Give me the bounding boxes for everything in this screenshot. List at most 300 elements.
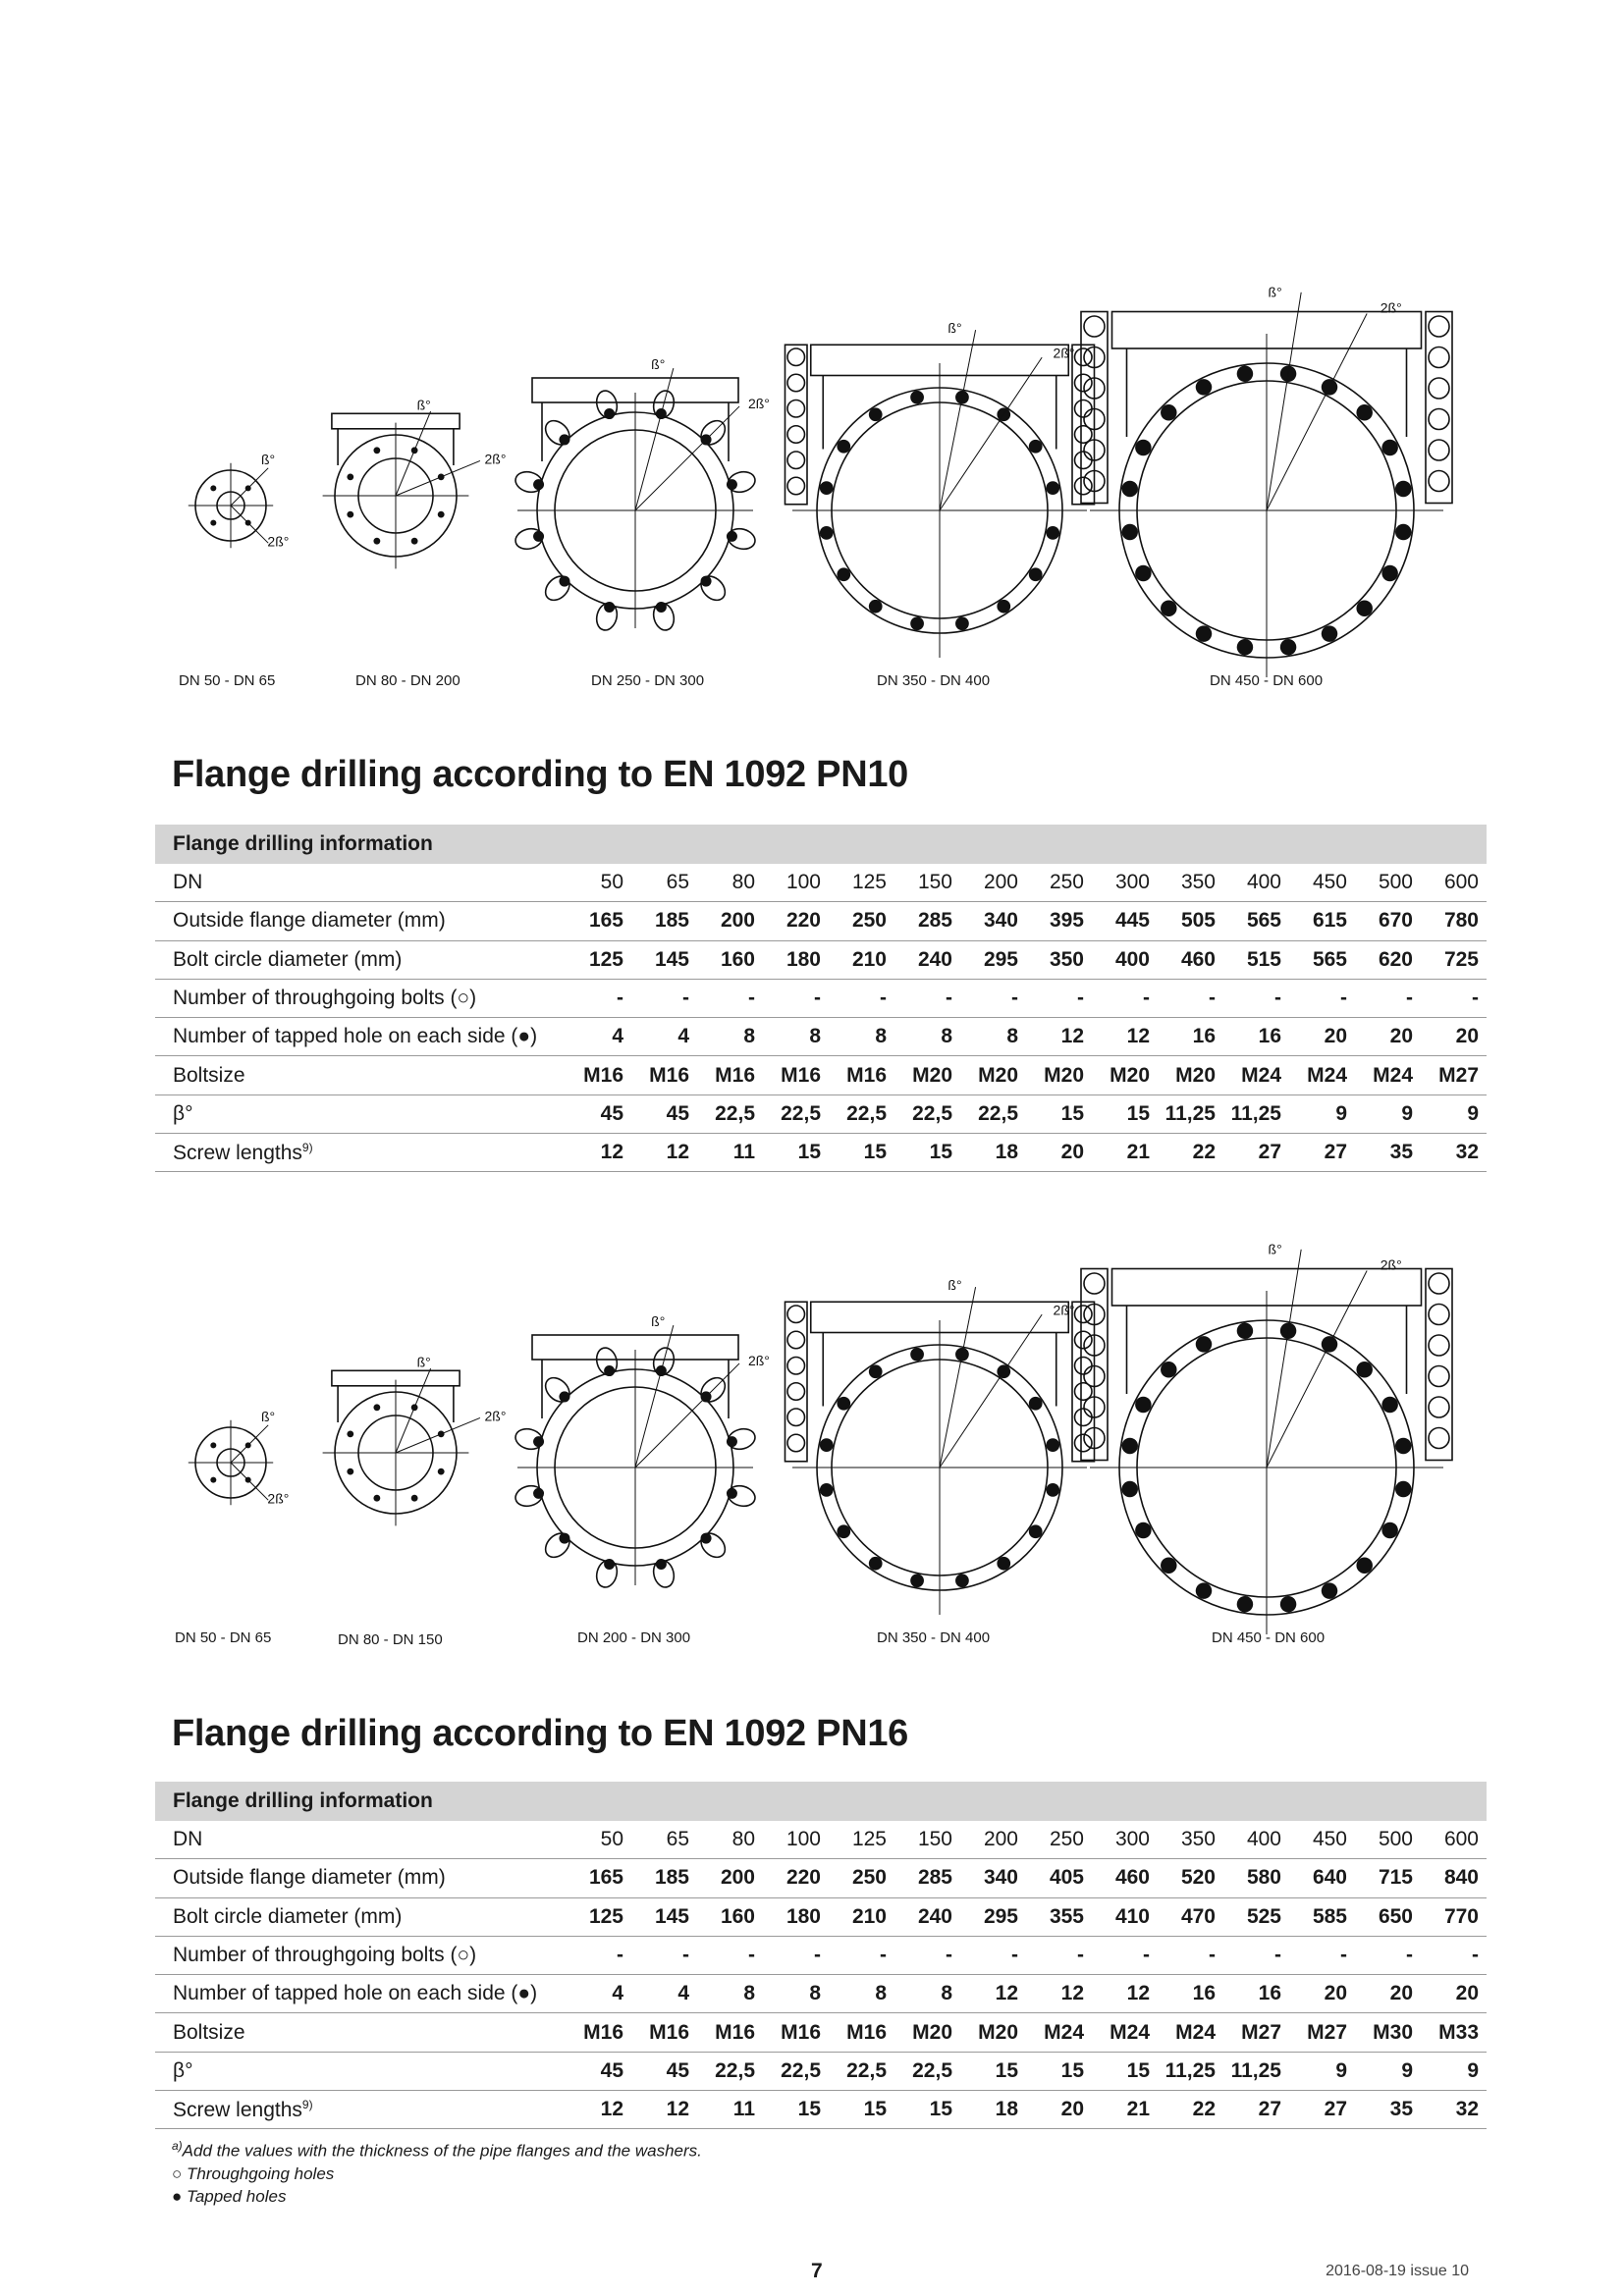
pn10-table (155, 825, 1487, 1172)
beta-label: ß° (947, 1276, 962, 1293)
tapped-hole-icon (1196, 379, 1213, 396)
pn16-cell: 500 (1378, 1828, 1413, 1851)
valve-side-column (785, 1302, 808, 1462)
pn16-cell: - (1406, 1944, 1413, 1967)
pn16-cell: 9 (1467, 2058, 1479, 2082)
pn16-cell: - (1209, 1944, 1216, 1967)
pn16-cell: M20 (978, 2020, 1018, 2044)
pn10-cell: 210 (851, 947, 887, 971)
tapped-hole-icon (1135, 1522, 1152, 1539)
pn16-cell: 15 (995, 2058, 1018, 2082)
pn10-cell: 27 (1324, 1141, 1347, 1164)
tapped-hole-icon (1237, 365, 1254, 382)
pn10-cell: 125 (851, 871, 887, 894)
pn16-cell: - (682, 1944, 689, 1967)
tapped-hole-icon (559, 576, 569, 587)
pn16-cell: 300 (1114, 1828, 1150, 1851)
tapped-hole-icon (1196, 1336, 1213, 1353)
pn10-cell: M16 (715, 1063, 755, 1087)
tapped-hole-icon (1029, 1397, 1043, 1411)
tapped-hole-icon (1121, 524, 1138, 541)
pn10-cell: 45 (666, 1101, 689, 1125)
pn16-cell: 45 (600, 2058, 623, 2082)
pn10-row (155, 864, 1487, 902)
pn10-cell: 400 (1114, 947, 1150, 971)
pn16-cell: 285 (917, 1866, 952, 1890)
pn10-cell: - (1011, 987, 1018, 1010)
pn16-cell: 200 (720, 1866, 755, 1890)
tapped-hole-icon (869, 1557, 883, 1571)
pn16-cell: M16 (649, 2020, 689, 2044)
pn10-cell: 22,5 (912, 1101, 952, 1125)
pn10-cell: 20 (1060, 1141, 1084, 1164)
flange-lug (541, 416, 574, 450)
flange-lug (541, 571, 574, 605)
beta-label: ß° (260, 1408, 276, 1424)
pn10-cell: - (1340, 987, 1347, 1010)
pn16-cell: 640 (1312, 1866, 1347, 1890)
pn16-cell: 15 (1060, 2058, 1084, 2082)
pn16-cell: 15 (797, 2098, 821, 2121)
tapped-hole-icon (1356, 404, 1373, 421)
pn16-cell: 22,5 (912, 2058, 952, 2082)
tapped-hole-icon (604, 1559, 615, 1570)
pn16-cell: M24 (1044, 2020, 1084, 2044)
pn16-cell: M24 (1110, 2020, 1150, 2044)
tapped-hole-icon (701, 576, 712, 587)
pn10-drawings (147, 216, 1483, 677)
pn16-cell: 22,5 (715, 2058, 755, 2082)
pn16-cell: 8 (809, 1982, 821, 2005)
pn16-cell: 715 (1378, 1866, 1413, 1890)
pn16-cell: 18 (995, 2098, 1018, 2121)
beta-label: ß° (651, 1312, 666, 1329)
tapped-hole-icon (1381, 565, 1398, 582)
tapped-hole-icon (1280, 639, 1297, 656)
pn16-cell: 80 (731, 1828, 755, 1851)
tapped-hole-icon (1322, 625, 1338, 642)
pn16-cell: 20 (1389, 1982, 1413, 2005)
beta-label: ß° (1268, 1241, 1282, 1257)
pn10-row-label: β° (173, 1101, 193, 1125)
pn16-cell: M16 (715, 2020, 755, 2044)
pn10-row (155, 1018, 1487, 1056)
pn10-cell: - (682, 987, 689, 1010)
pn16-cell: - (880, 1944, 887, 1967)
pn16-cell: 16 (1192, 1982, 1216, 2005)
tapped-hole-icon (869, 600, 883, 614)
pn10-cell: 15 (863, 1141, 887, 1164)
flange-lug (541, 1528, 574, 1562)
pn16-cell: 250 (851, 1866, 887, 1890)
pn16-cell: 9 (1335, 2058, 1347, 2082)
pn16-table (155, 1782, 1487, 2129)
tapped-hole-icon (1356, 600, 1373, 616)
tapped-hole-icon (559, 434, 569, 445)
pn16-cell: - (1011, 1944, 1018, 1967)
pn10-cell: 600 (1443, 871, 1479, 894)
pn10-cell: 35 (1389, 1141, 1413, 1164)
tapped-hole-icon (1121, 1438, 1138, 1455)
tapped-hole-icon (347, 1468, 353, 1475)
footnote-ref: 9) (301, 2097, 313, 2111)
pn16-cell: M16 (583, 2020, 623, 2044)
tapped-hole-icon (1237, 1322, 1254, 1339)
pn16-cell: 27 (1258, 2098, 1281, 2121)
tapped-hole-icon (604, 408, 615, 419)
pn10-cell: M20 (1175, 1063, 1216, 1087)
tapped-hole-icon (1395, 481, 1412, 498)
pn10-cell: 250 (1049, 871, 1084, 894)
angle-line (1267, 293, 1301, 510)
tapped-hole-icon (727, 479, 737, 490)
tapped-hole-icon (701, 1533, 712, 1544)
tapped-hole-icon (1135, 440, 1152, 456)
footnote-a: $^{a)}$Add the values with the thickness of the pipe flanges and the washers. (172, 2139, 702, 2161)
pn10-cell: - (880, 987, 887, 1010)
tapped-hole-icon (1161, 600, 1177, 616)
pn16-cell: 20 (1060, 2098, 1084, 2121)
pn16-cell: 150 (917, 1828, 952, 1851)
tapped-hole-icon (1395, 1438, 1412, 1455)
throughgoing-hole-icon (1429, 1273, 1449, 1294)
pn10-cell: 12 (666, 1141, 689, 1164)
tapped-hole-icon (837, 567, 850, 581)
pn10-cell: 200 (720, 909, 755, 933)
pn16-cell: 4 (677, 1982, 689, 2005)
pn16-cell: 16 (1258, 1982, 1281, 2005)
tapped-hole-icon (438, 1468, 445, 1475)
flange-lug (696, 571, 730, 605)
tapped-hole-icon (1381, 1397, 1398, 1414)
pn10-cell: 505 (1180, 909, 1216, 933)
beta-label: ß° (260, 451, 276, 467)
pn16-cell: 355 (1049, 1904, 1084, 1928)
pn16-row-label: Boltsize (173, 2020, 245, 2044)
throughgoing-hole-icon (787, 1306, 805, 1323)
pn10-cell: 350 (1180, 871, 1216, 894)
pn10-cell: - (748, 987, 755, 1010)
pn16-cell: 12 (666, 2098, 689, 2121)
two-beta-label: 2ß° (1380, 299, 1402, 316)
tapped-hole-icon (820, 526, 834, 540)
throughgoing-hole-icon (1075, 1409, 1093, 1426)
tapped-hole-icon (411, 538, 418, 545)
pn16-cell: - (1340, 1944, 1347, 1967)
throughgoing-hole-icon (787, 477, 805, 495)
pn10-cell: 100 (785, 871, 821, 894)
tapped-hole-icon (1161, 404, 1177, 421)
pn10-cell: 8 (809, 1025, 821, 1048)
pn16-flange-drawings (147, 1173, 1483, 1634)
pn10-cell: 32 (1455, 1141, 1479, 1164)
pn16-cell: 11,25 (1230, 2058, 1281, 2082)
angle-line (1267, 1250, 1301, 1468)
pn10-cell: - (1274, 987, 1281, 1010)
pn10-cell: 350 (1049, 947, 1084, 971)
pn10-cell: 285 (917, 909, 952, 933)
pn10-cell: 12 (1126, 1025, 1150, 1048)
pn10-row-label: DN (173, 871, 203, 894)
two-beta-label: 2ß° (484, 451, 507, 467)
pn10-cell: 4 (677, 1025, 689, 1048)
pn10-cell: 200 (983, 871, 1018, 894)
pn16-cell: 460 (1114, 1866, 1150, 1890)
tapped-hole-icon (1046, 481, 1059, 495)
tapped-hole-icon (910, 391, 924, 404)
flange-lug (696, 1528, 730, 1562)
pn16-cell: - (814, 1944, 821, 1967)
pn16-cell: 22,5 (846, 2058, 887, 2082)
tapped-hole-icon (1161, 1557, 1177, 1574)
pn10-cell: 9 (1401, 1101, 1413, 1125)
pn16-cell: - (1274, 1944, 1281, 1967)
pn10-cell: 16 (1192, 1025, 1216, 1048)
pn10-cell: - (1077, 987, 1084, 1010)
throughgoing-hole-icon (787, 1409, 805, 1426)
valve-side-column (785, 345, 808, 505)
pn10-cell: M20 (1044, 1063, 1084, 1087)
tapped-hole-icon (955, 616, 969, 630)
pn10-cell: 220 (785, 909, 821, 933)
tapped-hole-icon (1121, 1481, 1138, 1498)
pn10-cell: 20 (1455, 1025, 1479, 1048)
tapped-hole-icon (955, 1574, 969, 1587)
tapped-hole-icon (559, 1533, 569, 1544)
pn16-caption-4: DN 350 - DN 400 (877, 1629, 991, 1646)
pn16-cell: M16 (781, 2020, 821, 2044)
pn10-cell: 9 (1335, 1101, 1347, 1125)
issue-date: 2016-08-19 issue 10 (1326, 2263, 1469, 2279)
two-beta-label: 2ß° (484, 1408, 507, 1424)
pn16-cell: 125 (851, 1828, 887, 1851)
pn10-cell: 340 (983, 909, 1018, 933)
tapped-hole-icon (533, 1436, 544, 1447)
throughgoing-hole-icon (1075, 1358, 1093, 1375)
throughgoing-hole-icon (1429, 378, 1449, 399)
tapped-hole-icon (1356, 1362, 1373, 1378)
pn10-cell: - (1472, 987, 1479, 1010)
pn10-cell: 565 (1246, 909, 1281, 933)
tapped-hole-icon (997, 600, 1010, 614)
pn16-cell: 295 (983, 1904, 1018, 1928)
pn10-cell: M16 (846, 1063, 887, 1087)
throughgoing-hole-icon (787, 400, 805, 418)
pn16-cell: 4 (612, 1982, 623, 2005)
tapped-hole-icon (1280, 1596, 1297, 1613)
tapped-hole-icon (210, 485, 216, 491)
pn10-caption-1: DN 50 - DN 65 (179, 672, 276, 689)
tapped-hole-icon (1046, 1483, 1059, 1497)
throughgoing-hole-icon (787, 1358, 805, 1375)
pn16-cell: - (1472, 1944, 1479, 1967)
pn10-cell: 80 (731, 871, 755, 894)
pn16-cell: 15 (863, 2098, 887, 2121)
pn10-row-label: Outside flange diameter (mm) (173, 909, 446, 933)
throughgoing-hole-icon (787, 452, 805, 469)
tapped-hole-icon (820, 1483, 834, 1497)
footnote-throughgoing: ○ Throughgoing holes (172, 2163, 335, 2183)
tapped-hole-icon (347, 473, 353, 480)
two-beta-label: 2ß° (1053, 1302, 1075, 1318)
pn10-row (155, 1134, 1487, 1172)
tapped-hole-icon (438, 511, 445, 518)
pn16-cell: 11,25 (1164, 2058, 1216, 2082)
tapped-hole-icon (347, 1430, 353, 1437)
pn10-cell: - (814, 987, 821, 1010)
tapped-hole-icon (373, 447, 380, 454)
tapped-hole-icon (1322, 1582, 1338, 1599)
pn10-cell: - (1406, 987, 1413, 1010)
pn16-cell: M33 (1438, 2020, 1479, 2044)
tapped-hole-icon (727, 531, 737, 542)
pn10-cell: M16 (583, 1063, 623, 1087)
pn10-cell: 450 (1312, 871, 1347, 894)
page-number: 7 (811, 2260, 823, 2282)
pn16-cell: - (617, 1944, 623, 1967)
pn10-cell: - (1143, 987, 1150, 1010)
pn16-caption-1: DN 50 - DN 65 (175, 1629, 272, 1646)
tapped-hole-icon (533, 479, 544, 490)
tapped-hole-icon (1381, 440, 1398, 456)
pn16-cell: M27 (1307, 2020, 1347, 2044)
throughgoing-hole-icon (1429, 316, 1449, 337)
pn10-row-label: Number of tapped hole on each side (●) (173, 1025, 538, 1048)
pn10-flange-drawings (147, 216, 1483, 677)
pn16-cell: 405 (1049, 1866, 1084, 1890)
tapped-hole-icon (820, 481, 834, 495)
pn10-cell: 4 (612, 1025, 623, 1048)
pn10-cell: 15 (797, 1141, 821, 1164)
pn16-row (155, 1898, 1487, 1937)
pn10-cell: M16 (649, 1063, 689, 1087)
throughgoing-hole-icon (1429, 471, 1449, 492)
tapped-hole-icon (1161, 1362, 1177, 1378)
footnote-ref: 9) (301, 1140, 313, 1154)
pn16-row-label: β° (173, 2058, 193, 2082)
tapped-hole-icon (727, 1488, 737, 1499)
pn10-title: Flange drilling according to EN 1092 PN10 (172, 754, 909, 795)
pn10-cell: 725 (1443, 947, 1479, 971)
angle-line (231, 1463, 268, 1500)
pn16-cell: 210 (851, 1904, 887, 1928)
pn10-row (155, 1095, 1487, 1134)
angle-line (635, 1363, 739, 1468)
pn10-cell: 515 (1246, 947, 1281, 971)
pn10-cell: 295 (983, 947, 1018, 971)
angle-line (635, 368, 674, 510)
flange-lug (541, 1373, 574, 1407)
pn10-caption-2: DN 80 - DN 200 (355, 672, 460, 689)
pn16-cell: 600 (1443, 1828, 1479, 1851)
tapped-hole-icon (1029, 567, 1043, 581)
pn10-cell: 20 (1389, 1025, 1413, 1048)
pn10-cell: 11,25 (1230, 1101, 1281, 1125)
throughgoing-hole-icon (1429, 1335, 1449, 1356)
pn10-row-label: Bolt circle diameter (mm) (173, 947, 403, 971)
pn10-cell: 50 (600, 871, 623, 894)
pn10-cell: 65 (666, 871, 689, 894)
throughgoing-hole-icon (1429, 409, 1449, 430)
pn16-row-label: Number of throughgoing bolts (○) (173, 1944, 477, 1967)
pn10-cell: 12 (600, 1141, 623, 1164)
pn16-cell: 185 (654, 1866, 689, 1890)
pn10-cell: 180 (785, 947, 821, 971)
pn10-cell: 165 (588, 909, 623, 933)
angle-line (231, 506, 268, 543)
tapped-hole-icon (837, 1524, 850, 1538)
tapped-hole-icon (1046, 526, 1059, 540)
tapped-hole-icon (210, 520, 216, 526)
pn16-cell: 410 (1114, 1904, 1150, 1928)
pn16-cell: 12 (600, 2098, 623, 2121)
pn16-cell: 12 (995, 1982, 1018, 2005)
tapped-hole-icon (1395, 524, 1412, 541)
pn10-cell: 8 (941, 1025, 952, 1048)
pn16-cell: 160 (720, 1904, 755, 1928)
throughgoing-hole-icon (787, 426, 805, 444)
throughgoing-hole-icon (787, 1434, 805, 1452)
pn10-cell: 22,5 (715, 1101, 755, 1125)
angle-line (231, 1425, 268, 1463)
tapped-hole-icon (373, 1404, 380, 1411)
tapped-hole-icon (1237, 639, 1254, 656)
pn16-title: Flange drilling according to EN 1092 PN16 (172, 1713, 909, 1754)
throughgoing-hole-icon (1429, 347, 1449, 368)
pn16-cell: 12 (1060, 1982, 1084, 2005)
pn16-row-label: Screw lengths$^{9)}$ (173, 2097, 313, 2121)
two-beta-label: 2ß° (267, 1490, 290, 1507)
pn10-cell: 27 (1258, 1141, 1281, 1164)
tapped-hole-icon (1395, 1481, 1412, 1498)
tapped-hole-icon (210, 1442, 216, 1448)
tapped-hole-icon (1029, 1524, 1043, 1538)
tapped-hole-icon (533, 531, 544, 542)
tapped-hole-icon (533, 1488, 544, 1499)
pn16-cell: 240 (917, 1904, 952, 1928)
pn10-cell: 8 (743, 1025, 755, 1048)
pn16-cell: - (1143, 1944, 1150, 1967)
pn16-cell: 35 (1389, 2098, 1413, 2121)
pn10-cell: M20 (1110, 1063, 1150, 1087)
pn16-cell: M27 (1241, 2020, 1281, 2044)
beta-label: ß° (1268, 284, 1282, 300)
pn10-cell: 15 (929, 1141, 952, 1164)
pn10-cell: 20 (1324, 1025, 1347, 1048)
angle-line (635, 1325, 674, 1468)
pn10-caption-4: DN 350 - DN 400 (877, 672, 991, 689)
tapped-hole-icon (1029, 440, 1043, 454)
valve-side-column (1426, 312, 1452, 504)
pn10-cell: 145 (654, 947, 689, 971)
pn10-cell: M16 (781, 1063, 821, 1087)
throughgoing-hole-icon (1075, 1434, 1093, 1452)
tapped-hole-icon (837, 440, 850, 454)
two-beta-label: 2ß° (747, 396, 770, 412)
footnotes (172, 2135, 702, 2208)
tapped-hole-icon (411, 1495, 418, 1502)
pn16-cell: 180 (785, 1904, 821, 1928)
pn10-cell: - (1209, 987, 1216, 1010)
pn10-cell: 22 (1192, 1141, 1216, 1164)
pn16-cell: 250 (1049, 1828, 1084, 1851)
two-beta-label: 2ß° (1380, 1256, 1402, 1273)
tapped-hole-icon (656, 1559, 667, 1570)
pn16-cell: 650 (1378, 1904, 1413, 1928)
pn16-row-label: Number of tapped hole on each side (●) (173, 1982, 538, 2005)
pn16-cell: M24 (1175, 2020, 1216, 2044)
pn10-caption-5: DN 450 - DN 600 (1210, 672, 1324, 689)
